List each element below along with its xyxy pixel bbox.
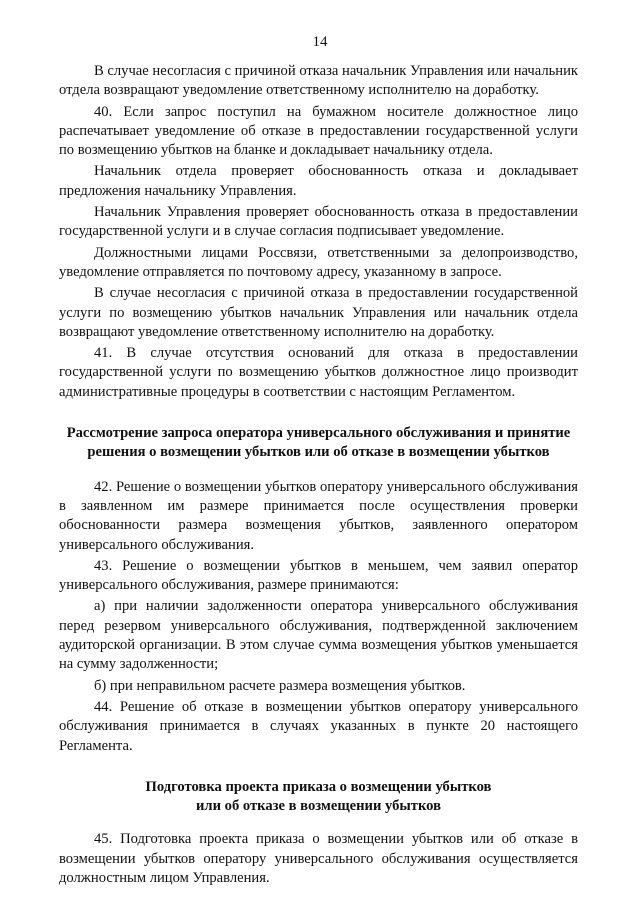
section-heading-line: решения о возмещении убытков или об отказе в возмещении убытков xyxy=(87,444,550,461)
paragraph-44: 44. Решение об отказе в возмещении убытков оператору универсального обслуживания принимается в случаях указанных в пункте 20 настоящего Регламента. xyxy=(59,698,578,754)
paragraph: В случае несогласия с причиной отказа начальник Управления или начальник отдела возвращают уведомление ответственному исполнителю на доработку. xyxy=(59,63,578,99)
paragraph: Должностными лицами Россвязи, ответственными за делопроизводство, уведомление отправляется по почтовому адресу, указанному в запросе. xyxy=(59,244,578,280)
paragraph-42: 42. Решение о возмещении убытков оператору универсального обслуживания в заявленном им размере принимается после осуществления проверки обоснованности размера возмещения убытков, заявленного оператором универсального обслуживания. xyxy=(59,478,578,553)
section-heading-line: или об отказе в возмещении убытков xyxy=(196,798,441,815)
paragraph: Начальник отдела проверяет обоснованность отказа и докладывает предложения начальнику Управления. xyxy=(59,163,578,199)
paragraph-43a: а) при наличии задолженности оператора универсального обслуживания перед резервом универсального обслуживания, подтвержденной заключением аудиторской организации. В этом случае сумма возмещения убытков уменьшается на сумму задолженности; xyxy=(59,598,578,673)
page-number: 14 xyxy=(312,34,328,50)
section-heading xyxy=(59,778,578,817)
paragraph-45: 45. Подготовка проекта приказа о возмещении убытков или об отказе в возмещении убытков оператору универсального обслуживания осуществляется должностным лицом Управления. xyxy=(59,831,578,886)
paragraph: Начальник Управления проверяет обоснованность отказа в предоставлении государственной услуги и в случае согласия подписывает уведомление. xyxy=(59,204,578,240)
section-heading-line: Подготовка проекта приказа о возмещении убытков xyxy=(145,778,492,795)
document-body xyxy=(59,62,578,890)
paragraph-40: 40. Если запрос поступил на бумажном носителе должностное лицо распечатывает уведомление об отказе в предоставлении государственной услуги по возмещению убытков на бланке и докладывает начальнику отдела. xyxy=(59,103,578,159)
section-heading-line: Рассмотрение запроса оператора универсального обслуживания и принятие xyxy=(66,425,571,442)
paragraph: В случае несогласия с причиной отказа в предоставлении государственной услуги по возмещению убытков начальник Управления или начальник отдела возвращают уведомление ответственному исполнителю на доработку. xyxy=(59,285,578,340)
section-heading xyxy=(59,424,578,463)
paragraph-43: 43. Решение о возмещении убытков в меньшем, чем заявил оператор универсального обслуживания, размере принимаются: xyxy=(59,557,578,594)
paragraph-41: 41. В случае отсутствия оснований для отказа в предоставлении государственной услуги по возмещению убытков должностное лицо производит административные процедуры в соответствии с настоящим Регламентом. xyxy=(59,345,578,400)
paragraph-43b: б) при неправильном расчете размера возмещения убытков. xyxy=(94,677,466,694)
